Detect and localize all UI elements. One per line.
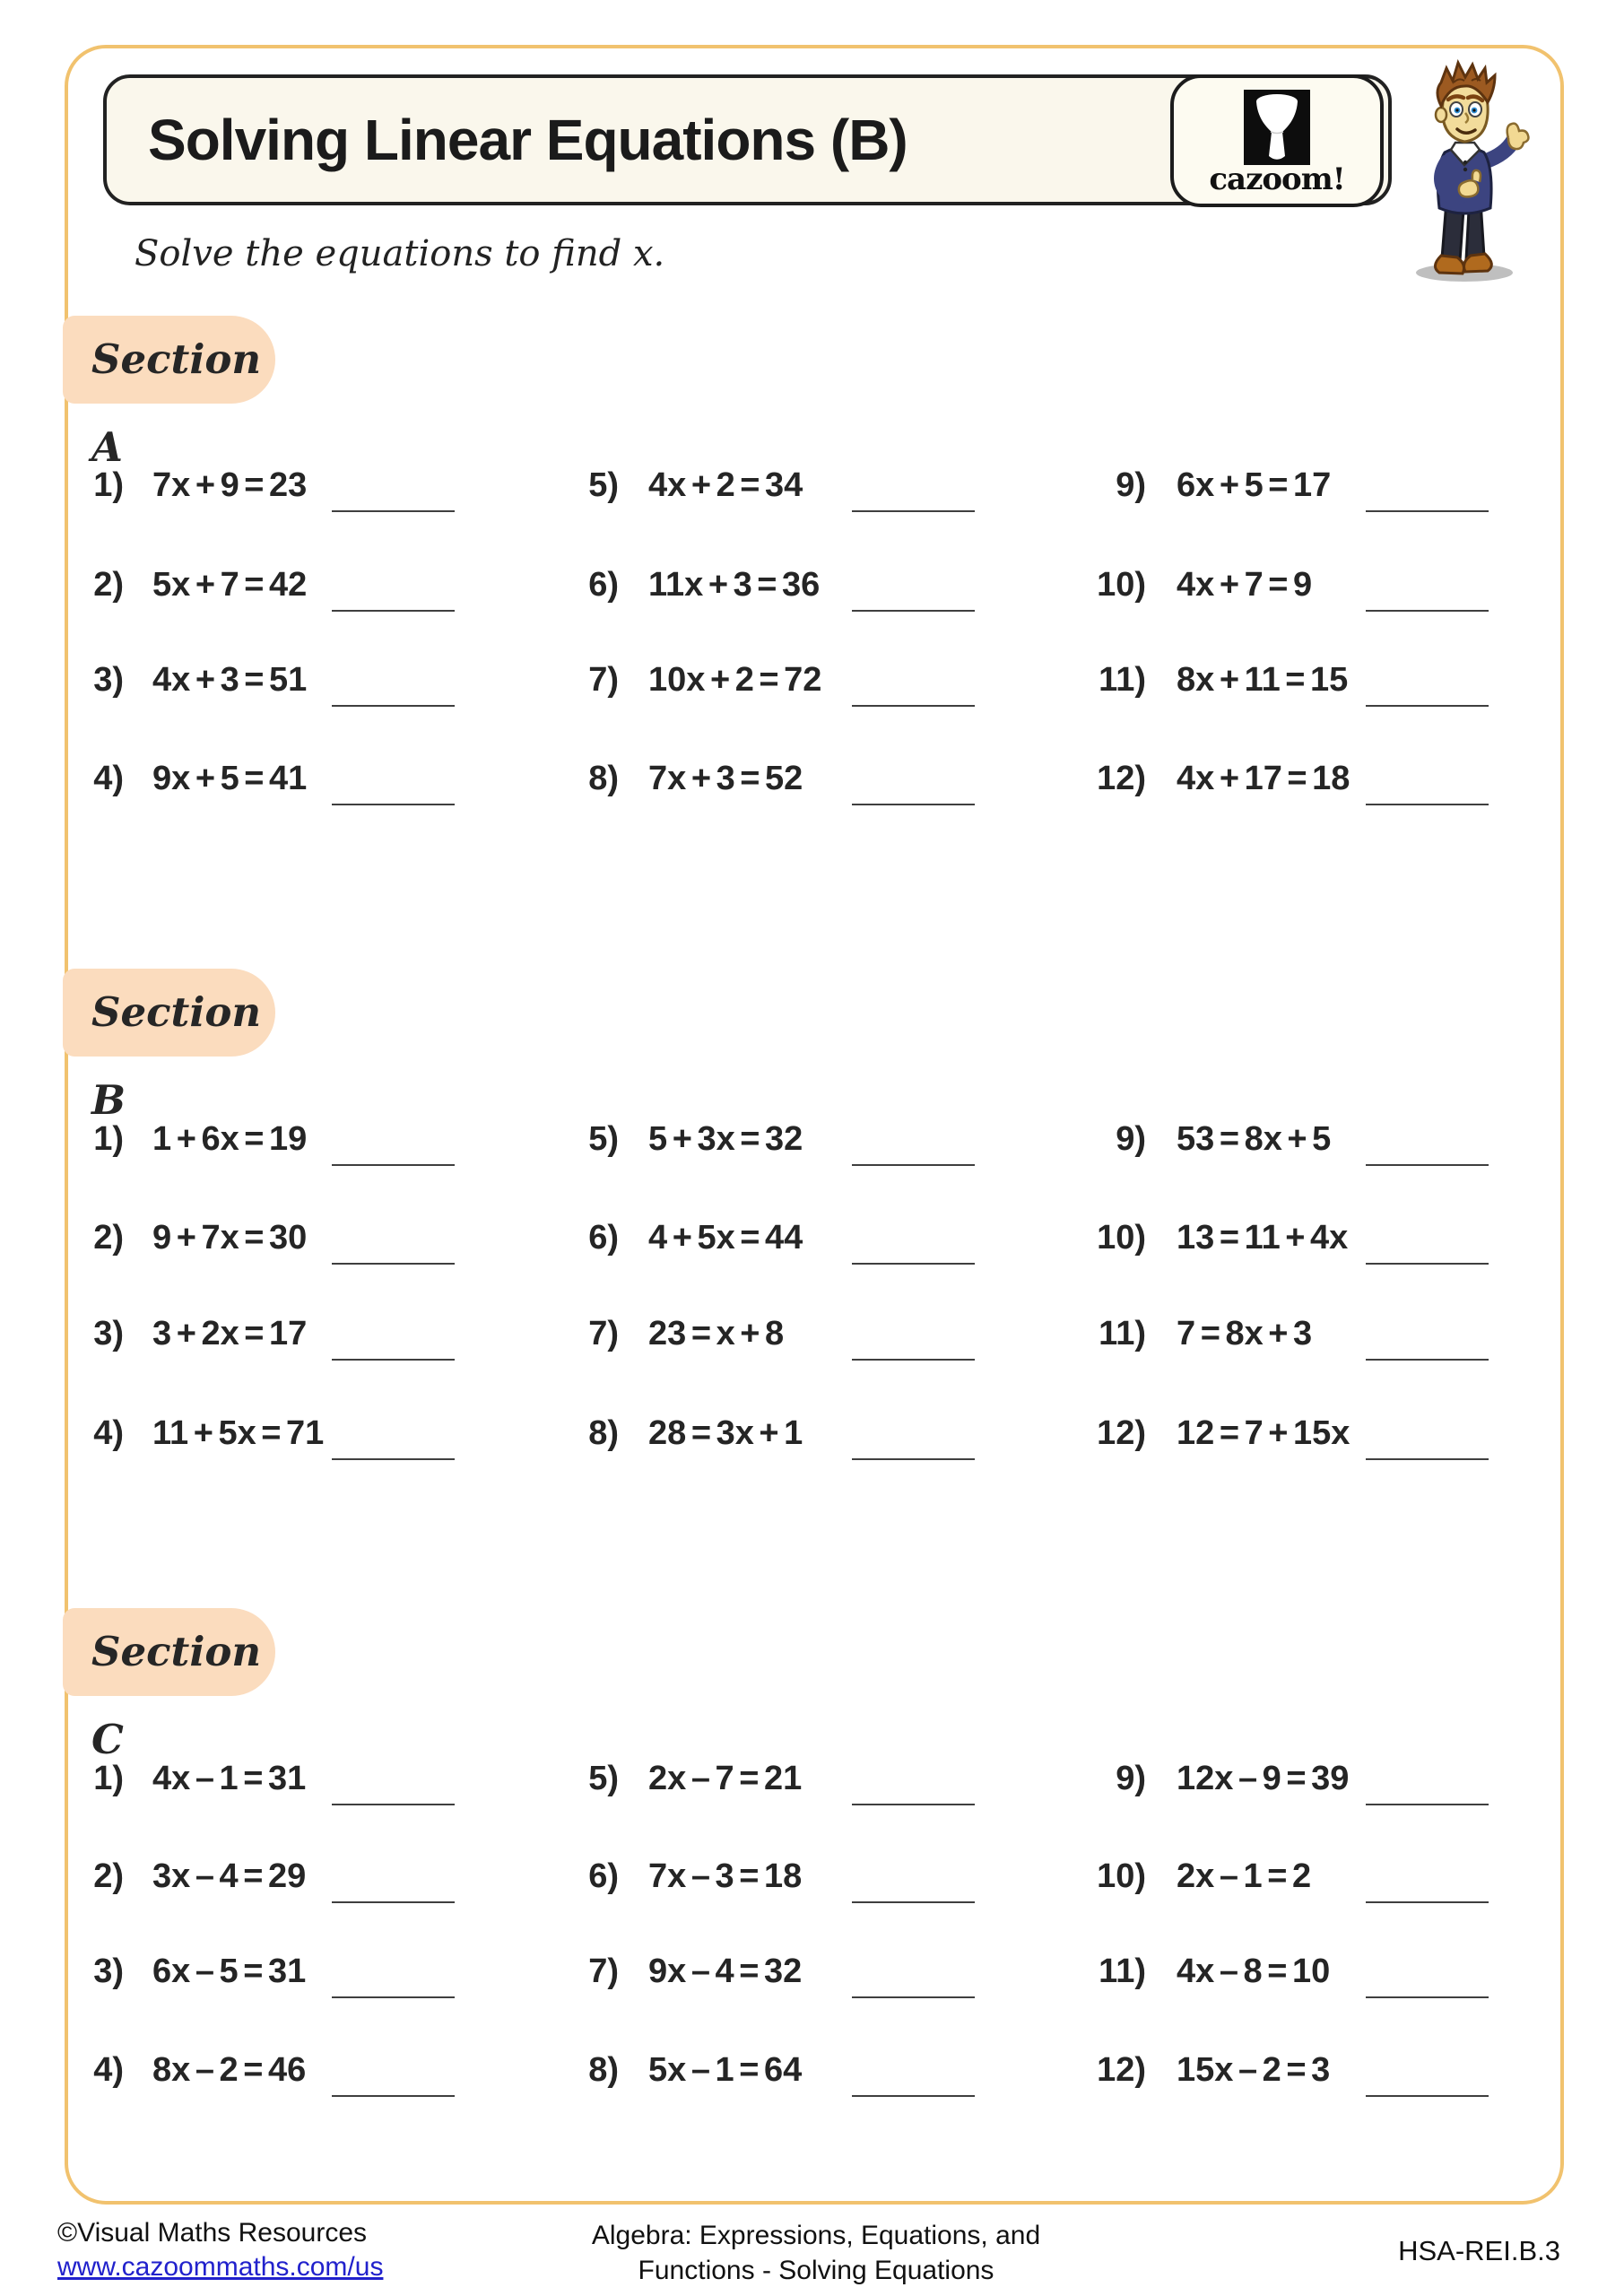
answer-line bbox=[332, 2095, 455, 2097]
footer-subject-line2: Functions - Solving Equations bbox=[638, 2256, 994, 2285]
answer-line bbox=[332, 1164, 455, 1166]
djembe-drum-icon bbox=[1244, 90, 1310, 165]
item-number: 12) bbox=[1097, 2051, 1146, 2089]
answer-line bbox=[852, 1164, 975, 1166]
answer-line bbox=[1366, 804, 1489, 805]
equation-text: 9x + 5 = 41 bbox=[152, 760, 308, 797]
item-number: 8) bbox=[588, 2051, 619, 2089]
title-bar bbox=[103, 74, 1392, 205]
logo-wordmark: cazoom! bbox=[1209, 161, 1345, 197]
equation-text: 2x – 7 = 21 bbox=[648, 1760, 803, 1797]
item-number: 2) bbox=[93, 1219, 124, 1257]
equation-text: 7x + 3 = 52 bbox=[648, 760, 803, 797]
footer-subject-line1: Algebra: Expressions, Equations, and bbox=[591, 2221, 1041, 2250]
section-header-a: Section A bbox=[63, 316, 275, 404]
equation-text: 7x – 3 = 18 bbox=[648, 1857, 803, 1895]
answer-line bbox=[332, 1458, 455, 1460]
item-number: 9) bbox=[1116, 1760, 1146, 1797]
item-number: 9) bbox=[1116, 466, 1146, 504]
equation-text: 7 = 8x + 3 bbox=[1177, 1315, 1313, 1352]
page-title: Solving Linear Equations (B) bbox=[148, 108, 908, 172]
item-number: 2) bbox=[93, 1857, 124, 1895]
equation-text: 1 + 6x = 19 bbox=[152, 1120, 308, 1158]
equation-text: 12 = 7 + 15x bbox=[1177, 1414, 1350, 1452]
equation-text: 5 + 3x = 32 bbox=[648, 1120, 803, 1158]
answer-line bbox=[1366, 1458, 1489, 1460]
section-header-b: Section B bbox=[63, 969, 275, 1057]
instruction-text: Solve the equations to find x. bbox=[135, 233, 665, 274]
equation-text: 4x + 17 = 18 bbox=[1177, 760, 1350, 797]
answer-line bbox=[332, 705, 455, 707]
equation-text: 4x – 1 = 31 bbox=[152, 1760, 307, 1797]
item-number: 10) bbox=[1097, 566, 1146, 604]
equation-text: 9x – 4 = 32 bbox=[648, 1952, 803, 1990]
equation-text: 4x – 8 = 10 bbox=[1177, 1952, 1331, 1990]
answer-line bbox=[332, 1359, 455, 1361]
equation-text: 4 + 5x = 44 bbox=[648, 1219, 803, 1257]
answer-line bbox=[852, 705, 975, 707]
item-number: 8) bbox=[588, 760, 619, 797]
equation-text: 6x – 5 = 31 bbox=[152, 1952, 307, 1990]
item-number: 5) bbox=[588, 1760, 619, 1797]
answer-line bbox=[1366, 705, 1489, 707]
item-number: 11) bbox=[1099, 1315, 1146, 1352]
answer-line bbox=[852, 2095, 975, 2097]
answer-line bbox=[852, 510, 975, 512]
answer-line bbox=[852, 804, 975, 805]
answer-line bbox=[852, 1901, 975, 1903]
answer-line bbox=[332, 1996, 455, 1998]
answer-line bbox=[852, 1458, 975, 1460]
item-number: 11) bbox=[1099, 1952, 1146, 1990]
equation-text: 28 = 3x + 1 bbox=[648, 1414, 803, 1452]
answer-line bbox=[852, 610, 975, 612]
item-number: 1) bbox=[93, 1120, 124, 1158]
answer-line bbox=[1366, 1804, 1489, 1805]
equation-text: 11 + 5x = 71 bbox=[152, 1414, 325, 1452]
equation-text: 3x – 4 = 29 bbox=[152, 1857, 307, 1895]
answer-line bbox=[332, 1901, 455, 1903]
item-number: 8) bbox=[588, 1414, 619, 1452]
equation-text: 11x + 3 = 36 bbox=[648, 566, 821, 604]
item-number: 5) bbox=[588, 466, 619, 504]
answer-line bbox=[332, 510, 455, 512]
equation-text: 15x – 2 = 3 bbox=[1177, 2051, 1331, 2089]
item-number: 1) bbox=[93, 1760, 124, 1797]
item-number: 4) bbox=[93, 760, 124, 797]
answer-line bbox=[1366, 1263, 1489, 1265]
equation-text: 5x – 1 = 64 bbox=[648, 2051, 803, 2089]
answer-line bbox=[1366, 1901, 1489, 1903]
item-number: 6) bbox=[588, 566, 619, 604]
equation-text: 3 + 2x = 17 bbox=[152, 1315, 308, 1352]
item-number: 7) bbox=[588, 1952, 619, 1990]
item-number: 4) bbox=[93, 1414, 124, 1452]
equation-text: 8x + 11 = 15 bbox=[1177, 661, 1349, 699]
footer-copyright: ©Visual Maths Resources bbox=[57, 2218, 368, 2248]
answer-line bbox=[852, 1996, 975, 1998]
item-number: 3) bbox=[93, 1315, 124, 1352]
equation-text: 7x + 9 = 23 bbox=[152, 466, 308, 504]
cazoom-logo bbox=[1170, 74, 1384, 207]
equation-text: 53 = 8x + 5 bbox=[1177, 1120, 1332, 1158]
equation-text: 2x – 1 = 2 bbox=[1177, 1857, 1312, 1895]
answer-line bbox=[1366, 510, 1489, 512]
answer-line bbox=[332, 804, 455, 805]
item-number: 6) bbox=[588, 1857, 619, 1895]
item-number: 2) bbox=[93, 566, 124, 604]
mascot-boy-thumbs-up-icon bbox=[1395, 59, 1539, 283]
answer-line bbox=[852, 1263, 975, 1265]
answer-line bbox=[1366, 1359, 1489, 1361]
answer-line bbox=[1366, 1164, 1489, 1166]
item-number: 11) bbox=[1099, 661, 1146, 699]
item-number: 5) bbox=[588, 1120, 619, 1158]
equation-text: 4x + 3 = 51 bbox=[152, 661, 308, 699]
answer-line bbox=[1366, 1996, 1489, 1998]
answer-line bbox=[332, 610, 455, 612]
item-number: 12) bbox=[1097, 760, 1146, 797]
answer-line bbox=[332, 1263, 455, 1265]
equation-text: 12x – 9 = 39 bbox=[1177, 1760, 1350, 1797]
item-number: 10) bbox=[1097, 1857, 1146, 1895]
footer-standard-code: HSA-REI.B.3 bbox=[1398, 2235, 1560, 2266]
item-number: 1) bbox=[93, 466, 124, 504]
equation-text: 4x + 2 = 34 bbox=[648, 466, 803, 504]
item-number: 4) bbox=[93, 2051, 124, 2089]
answer-line bbox=[1366, 2095, 1489, 2097]
item-number: 3) bbox=[93, 661, 124, 699]
equation-text: 10x + 2 = 72 bbox=[648, 661, 822, 699]
item-number: 9) bbox=[1116, 1120, 1146, 1158]
answer-line bbox=[852, 1804, 975, 1805]
item-number: 3) bbox=[93, 1952, 124, 1990]
equation-text: 8x – 2 = 46 bbox=[152, 2051, 307, 2089]
equation-text: 9 + 7x = 30 bbox=[152, 1219, 308, 1257]
answer-line bbox=[852, 1359, 975, 1361]
equation-text: 23 = x + 8 bbox=[648, 1315, 785, 1352]
equation-text: 6x + 5 = 17 bbox=[1177, 466, 1332, 504]
item-number: 12) bbox=[1097, 1414, 1146, 1452]
footer-subject bbox=[413, 2218, 1220, 2288]
equation-text: 13 = 11 + 4x bbox=[1177, 1219, 1349, 1257]
answer-line bbox=[332, 1804, 455, 1805]
item-number: 6) bbox=[588, 1219, 619, 1257]
item-number: 10) bbox=[1097, 1219, 1146, 1257]
footer-link[interactable]: www.cazoommaths.com/us bbox=[57, 2252, 384, 2282]
section-header-c: Section C bbox=[63, 1608, 275, 1696]
equation-text: 5x + 7 = 42 bbox=[152, 566, 308, 604]
item-number: 7) bbox=[588, 661, 619, 699]
equation-text: 4x + 7 = 9 bbox=[1177, 566, 1313, 604]
answer-line bbox=[1366, 610, 1489, 612]
item-number: 7) bbox=[588, 1315, 619, 1352]
